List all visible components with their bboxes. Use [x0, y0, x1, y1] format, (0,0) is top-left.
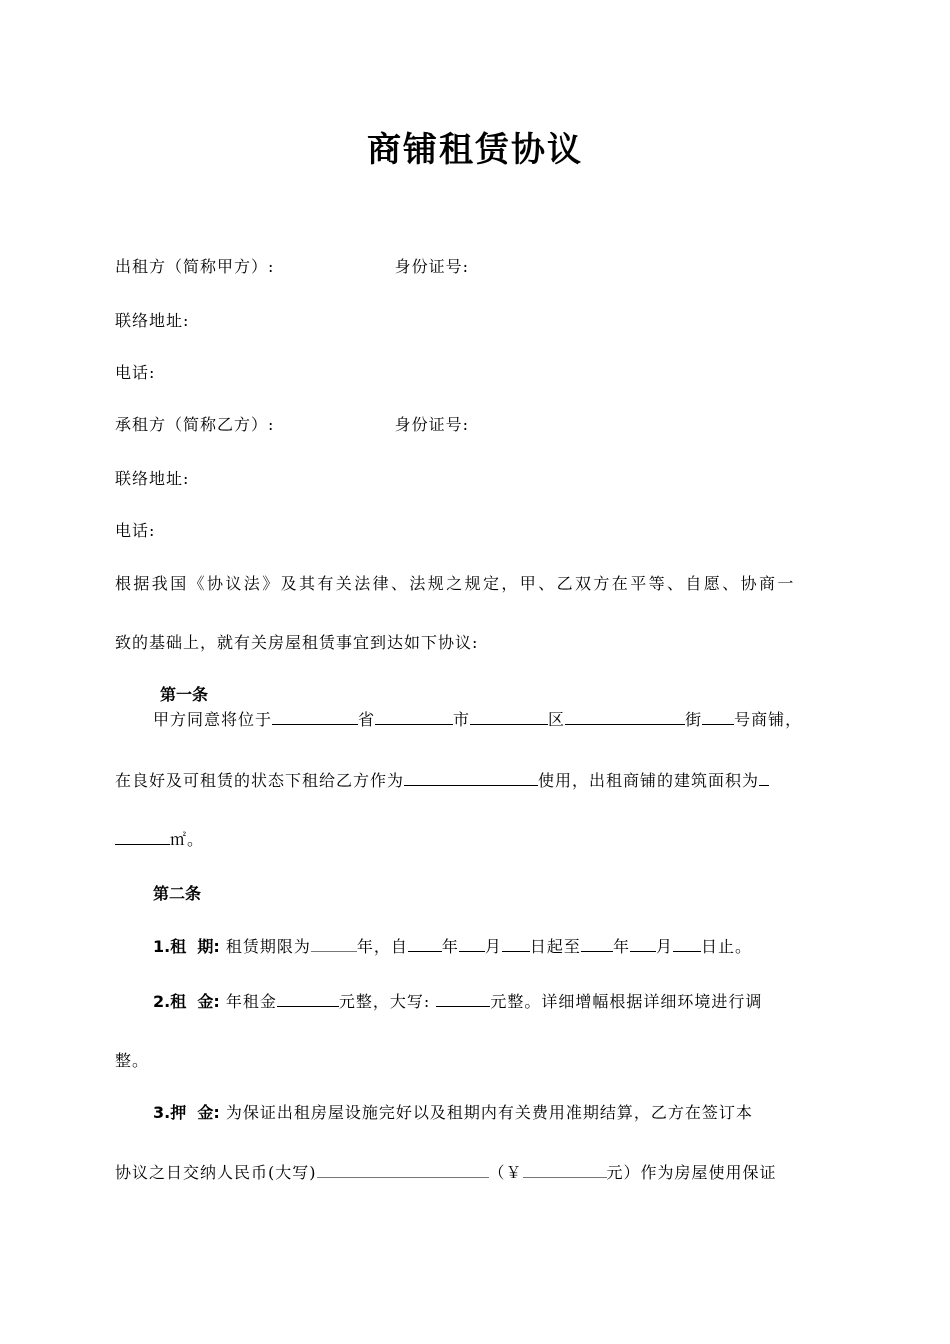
rent-uppercase-blank: [436, 990, 490, 1007]
deposit-row: [153, 1102, 843, 1124]
street-label: 街: [685, 710, 703, 729]
start-month-blank: [459, 935, 485, 952]
end-year-label: 年: [612, 937, 630, 956]
usage-blank: [404, 769, 538, 786]
district-label: 区: [548, 710, 566, 729]
area-text: 使用，出租商铺的建筑面积为: [538, 771, 760, 790]
start-year-blank: [408, 935, 442, 952]
deposit-amount-text: 协议之日交纳人民币(大写): [115, 1163, 317, 1182]
number-blank: [702, 708, 734, 725]
lessee-address-label: 联络地址:: [115, 469, 190, 488]
start-year-label: 年: [441, 937, 459, 956]
province-label: 省: [358, 710, 376, 729]
rent-row: [153, 990, 843, 1013]
deposit-line-2: [115, 1161, 840, 1184]
rent-label: 2.租 金:: [153, 992, 220, 1011]
article-1-line-2: [115, 769, 850, 792]
article-1-line-1: [153, 708, 843, 731]
lessor-row: [115, 256, 840, 278]
term-from-label: 年，自: [356, 937, 408, 956]
city-label: 市: [453, 710, 471, 729]
term-text: 租赁期限为: [225, 937, 311, 956]
lessor-address-label: 联络地址:: [115, 311, 190, 330]
lessee-phone-label: 电话:: [115, 521, 156, 540]
rent-adjust-text: 元整。详细增幅根据详细环境进行调: [490, 992, 763, 1011]
article-2-heading: 第二条: [153, 884, 202, 903]
deposit-text: 为保证出租房屋设施完好以及租期内有关费用准期结算，乙方在签订本: [225, 1103, 753, 1122]
end-day-blank: [673, 935, 701, 952]
deposit-number-blank: [523, 1161, 607, 1178]
end-year-blank: [581, 935, 613, 952]
start-day-label: 日起至: [529, 937, 581, 956]
start-month-label: 月: [484, 937, 502, 956]
preamble-line-1: 根据我国《协议法》及其有关法律、法规之规定，甲、乙双方在平等、自愿、协商一: [115, 574, 796, 593]
article-1-heading: 第一条: [160, 685, 209, 704]
usage-text: 在良好及可租赁的状态下租给乙方作为: [115, 771, 405, 790]
annual-rent-blank: [277, 990, 339, 1007]
deposit-label: 3.押 金:: [153, 1103, 220, 1122]
article-1-text: 甲方同意将位于: [153, 710, 273, 729]
start-day-blank: [502, 935, 530, 952]
article-1-line-3: [115, 828, 840, 851]
end-month-blank: [630, 935, 656, 952]
city-blank: [375, 708, 453, 725]
document-title: 商铺租赁协议: [367, 130, 583, 170]
term-years-blank: [311, 935, 357, 952]
rent-uppercase-label: 元整，大写:: [338, 992, 431, 1011]
rent-text: 年租金: [225, 992, 277, 1011]
province-blank: [272, 708, 358, 725]
deposit-yuan-symbol: （￥: [488, 1163, 523, 1182]
lessee-id-label: 身份证号:: [394, 415, 469, 434]
lessee-row: [115, 414, 840, 436]
lessor-id-label: 身份证号:: [394, 257, 469, 276]
street-blank: [565, 708, 685, 725]
lessee-label: 承租方（简称乙方）:: [115, 415, 275, 434]
end-month-label: 月: [655, 937, 673, 956]
shop-number-label: 号商铺，: [734, 710, 803, 729]
lessor-phone-label: 电话:: [115, 363, 156, 382]
end-day-label: 日止。: [700, 937, 752, 956]
deposit-purpose-text: 元）作为房屋使用保证: [606, 1163, 777, 1182]
lessor-label: 出租方（简称甲方）:: [115, 257, 275, 276]
term-row: [153, 935, 843, 958]
preamble-line-2: 致的基础上，就有关房屋租赁事宜到达如下协议:: [115, 633, 479, 652]
deposit-uppercase-blank: [317, 1161, 489, 1178]
area-unit: ㎡。: [170, 830, 205, 849]
district-blank: [470, 708, 548, 725]
area-blank-start: [759, 769, 769, 786]
area-blank: [115, 828, 170, 845]
term-label: 1.租 期:: [153, 937, 220, 956]
rent-continuation: 整。: [115, 1051, 150, 1070]
